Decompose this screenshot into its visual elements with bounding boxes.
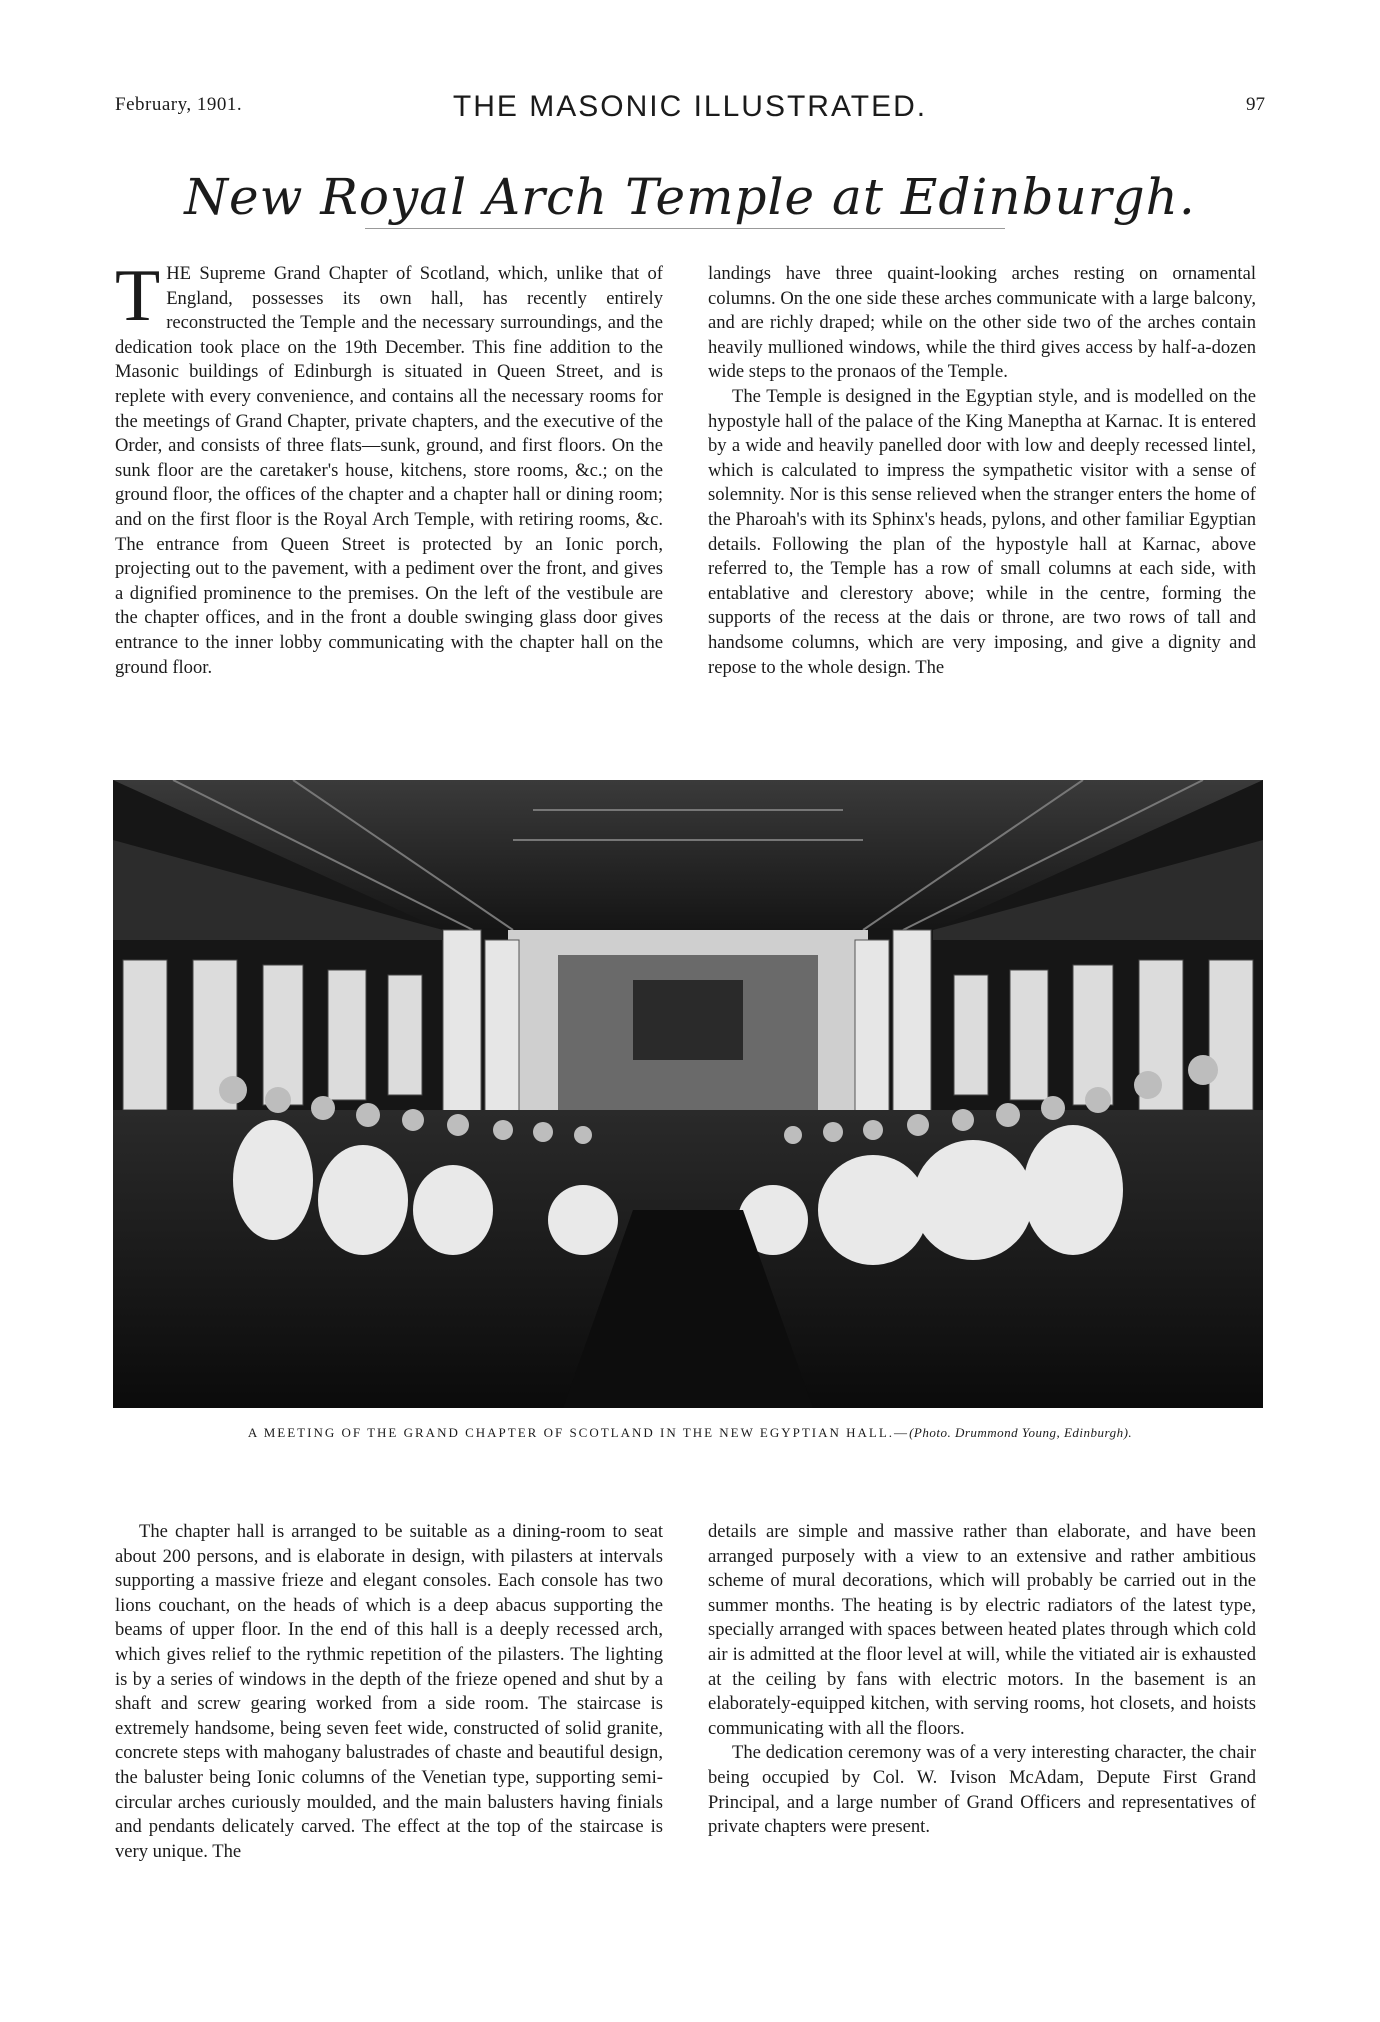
- paragraph-text: HE Supreme Grand Chapter of Scotland, which, unlike that of England, possesses its own hall, has recently entirely reconstructed the Temple and the necessary surroundings, and the dedication took place on the 19th December. This fine addition to the Masonic buildings of Edinburgh is situated in Queen Street, and is replete with every convenience, and contains all the necessary rooms for the meetings of Grand Chapter, private chapters, and the executive of the Order, and consists of three flats—sunk, ground, and first floors. On the sunk floor are the caretaker's house, kitchens, store rooms, &c.; on the ground floor, the offices of the chapter and a chapter hall or dining room; and on the first floor is the Royal Arch Temple, with retiring rooms, &c. The entrance from Queen Street is protected by an Ionic porch, projecting out to the pavement, with a pediment over the front, and gives a dignified prominence to the premises. On the left of the vestibule are the chapter offices, and in the front a double swinging glass door gives entrance to the inner lobby communicating with the chapter hall on the ground floor.: [115, 263, 663, 678]
- paragraph: The dedication ceremony was of a very interesting character, the chair being occupied by Col. W. Ivison McAdam, Depute First Grand Principal, and a large number of Grand Officers and representatives of private chapters were present.: [708, 1742, 1256, 1838]
- hall-photograph: [113, 780, 1263, 1408]
- paragraph: landings have three quaint-looking arches resting on ornamental columns. On the one side these arches communicate with a large balcony, and are richly draped; while on the other side two of the arches contain heavily mullioned windows, while the third gives access by half-a-dozen wide steps to the pronaos of the Temple.: [708, 263, 1256, 383]
- publication-title: THE MASONIC ILLUSTRATED.: [452, 90, 928, 123]
- drop-cap: T: [115, 255, 161, 337]
- headline-rule: [365, 228, 1005, 229]
- issue-date: February, 1901.: [115, 94, 243, 115]
- paragraph: The Temple is designed in the Egyptian style, and is modelled on the hypostyle hall of the palace of the King Maneptha at Karnac. It is entered by a wide and heavily panelled door with low and deeply recessed lintel, which is calculated to impress the sympathetic visitor with a sense of solemnity. Nor is this sense relieved when the stranger enters the home of the Pharoah's with its Sphinx's heads, pylons, and other familiar Egyptian details. Following the plan of the hypostyle hall at Karnac, above referred to, the Temple has a row of small columns at each side, with entablative and clerestory above; while in the centre, forming the supports of the recess at the dais or throne, are two rows of tall and handsome columns, which are very imposing, and give a dignity and repose to the whole design. The: [708, 385, 1256, 678]
- article-column-2: [708, 262, 1256, 680]
- caption-text: A MEETING OF THE GRAND CHAPTER OF SCOTLAND IN THE NEW EGYPTIAN HALL.—: [247, 1425, 910, 1440]
- photograph-illustration: [113, 780, 1263, 1408]
- article-column-3: [115, 1520, 663, 1864]
- article-headline: New Royal Arch Temple at Edinburgh.: [184, 168, 1196, 226]
- photo-credit: (Photo. Drummond Young, Edinburgh).: [909, 1425, 1133, 1440]
- paragraph: The chapter hall is arranged to be suitable as a dining-room to seat about 200 persons, and is elaborate in design, with pilasters at intervals supporting a massive frieze and elegant consoles. Each console has two lions couchant, on the heads of which is a deep abacus supporting the beams of upper floor. In the end of this hall is a deeply recessed arch, which gives relief to the rythmic repetition of the pilasters. The lighting is by a series of windows in the depth of the frieze opened and shut by a shaft and screw gearing worked from a side room. The staircase is extremely handsome, being seven feet wide, constructed of solid granite, concrete steps with mahogany balustrades of chaste and beautiful design, the baluster being Ionic columns of the Venetian type, supporting semi-circular arches curiously moulded, and the main balusters having finials and pendants delicately carved. The effect at the top of the staircase is very unique. The: [115, 1521, 663, 1862]
- article-column-4: [708, 1520, 1256, 1840]
- paragraph: [115, 255, 663, 680]
- paragraph: details are simple and massive rather than elaborate, and have been arranged purposely with a view to an extensive and rather ambitious scheme of mural decorations, which will probably be carried out in the summer months. The heating is by electric radiators of the latest type, specially arranged with spaces between heated plates through which cold air is admitted at the floor level at will, while the vitiated air is exhausted at the ceiling by fans with electric motors. In the basement is an elaborately-equipped kitchen, with serving rooms, hot closets, and hoists communicating with all the floors.: [708, 1521, 1256, 1739]
- page-number: 97: [1246, 94, 1265, 115]
- page-header: [115, 90, 1265, 130]
- article-column-1: [115, 255, 663, 680]
- photo-caption: [115, 1425, 1265, 1441]
